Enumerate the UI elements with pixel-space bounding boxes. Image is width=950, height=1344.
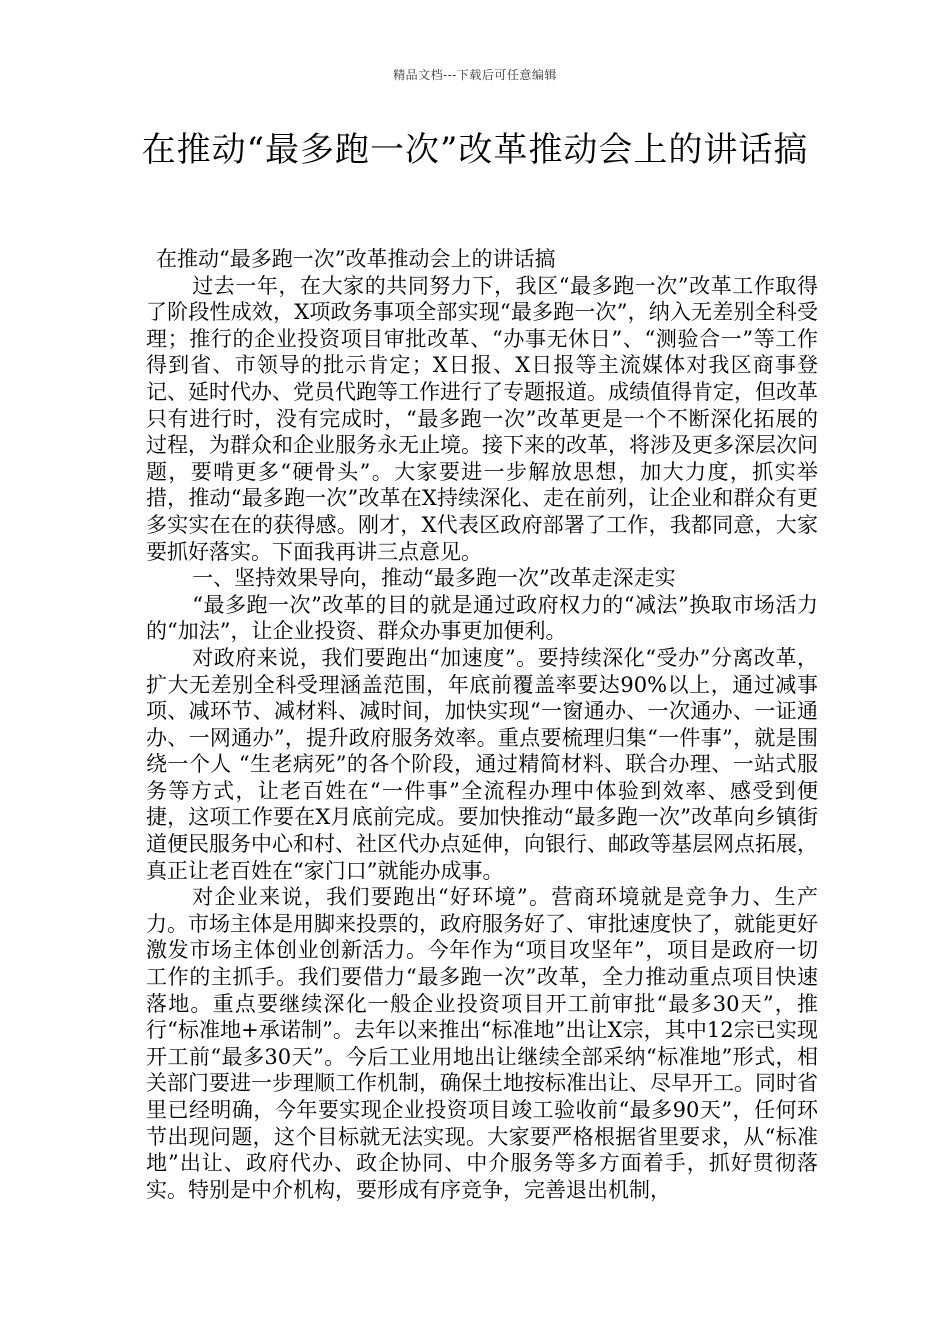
paragraph-intro: 过去一年，在大家的共同努力下，我区“最多跑一次”改革工作取得了阶段性成效，X项政务事项全部实现“最多跑一次”，纳入无差别全科受理；推行的企业投资项目审批改革、“办事无休日”、“测验合一”等工作得到省、市领导的批示肯定；X日报、X日报等主流媒体对我区商事登记、延时代办、党员代跑等工作进行了专题报道。成绩值得肯定，但改革只有进行时，没有完成时，“最多跑一次”改革更是一个不断深化拓展的过程，为群众和企业服务永无止境。接下来的改革，将涉及更多深层次问题，要啃更多“硬骨头”。大家要进一步解放思想，加大力度，抓实举措，推动“最多跑一次”改革在X持续深化、走在前列，让企业和群众有更多实实在在的获得感。刚才，X代表区政府部署了工作，我都同意，大家要抓好落实。下面我再讲三点意见。	[146, 273, 818, 564]
document-title: 在推动“最多跑一次”改革推动会上的讲话搞	[141, 130, 809, 170]
document-subtitle: 在推动“最多跑一次”改革推动会上的讲话搞	[156, 247, 556, 271]
paragraph-enterprise: 对企业来说，我们要跑出“好环境”。营商环境就是竞争力、生产力。市场主体是用脚来投票的，政府服务好了、审批速度快了，就能更好激发市场主体创业创新活力。今年作为“项目攻坚年”，项目是政府一切工作的主抓手。我们要借力“最多跑一次”改革，全力推动重点项目快速落地。重点要继续深化一般企业投资项目开工前审批“最多30天”，推行“标准地+承诺制”。去年以来推出“标准地”出让X宗，其中12宗已实现开工前“最多30天”。今后工业用地出让继续全部采纳“标准地”形式，相关部门要进一步理顺工作机制，确保土地按标准出让、尽早开工。同时省里已经明确，今年要实现企业投资项目竣工验收前“最多90天”，任何环节出现问题，这个目标就无法实现。大家要严格根据省里要求，从“标准地”出让、政府代办、政企协同、中介服务等多方面着手，抓好贯彻落实。特别是中介机构，要形成有序竞争，完善退出机制，	[146, 885, 818, 1202]
header-note: 精品文档---下载后可任意编辑	[393, 68, 557, 82]
section-heading-1: 一、坚持效果导向，推动“最多跑一次”改革走深走实	[192, 566, 676, 591]
paragraph-purpose: “最多跑一次”改革的目的就是通过政府权力的“减法”换取市场活力的“加法”，让企业投资、群众办事更加便利。	[146, 592, 818, 644]
document-body	[146, 246, 818, 1203]
paragraph-government: 对政府来说，我们要跑出“加速度”。要持续深化“受办”分离改革，扩大无差别全科受理涵盖范围，年底前覆盖率要达90%以上，通过减事项、减环节、减材料、减时间，加快实现“一窗通办、一次通办、一证通办、一网通办”，提升政府服务效率。重点要梳理归集“一件事”，就是围绕一个人 “生老病死”的各个阶段，通过精简材料、联合办理、一站式服务等方式，让老百姓在“一件事”全流程办理中体验到效率、感受到便捷，这项工作要在X月底前完成。要加快推动“最多跑一次”改革向乡镇街道便民服务中心和村、社区代办点延伸，向银行、邮政等基层网点拓展，真正让老百姓在“家门口”就能办成事。	[146, 645, 818, 883]
